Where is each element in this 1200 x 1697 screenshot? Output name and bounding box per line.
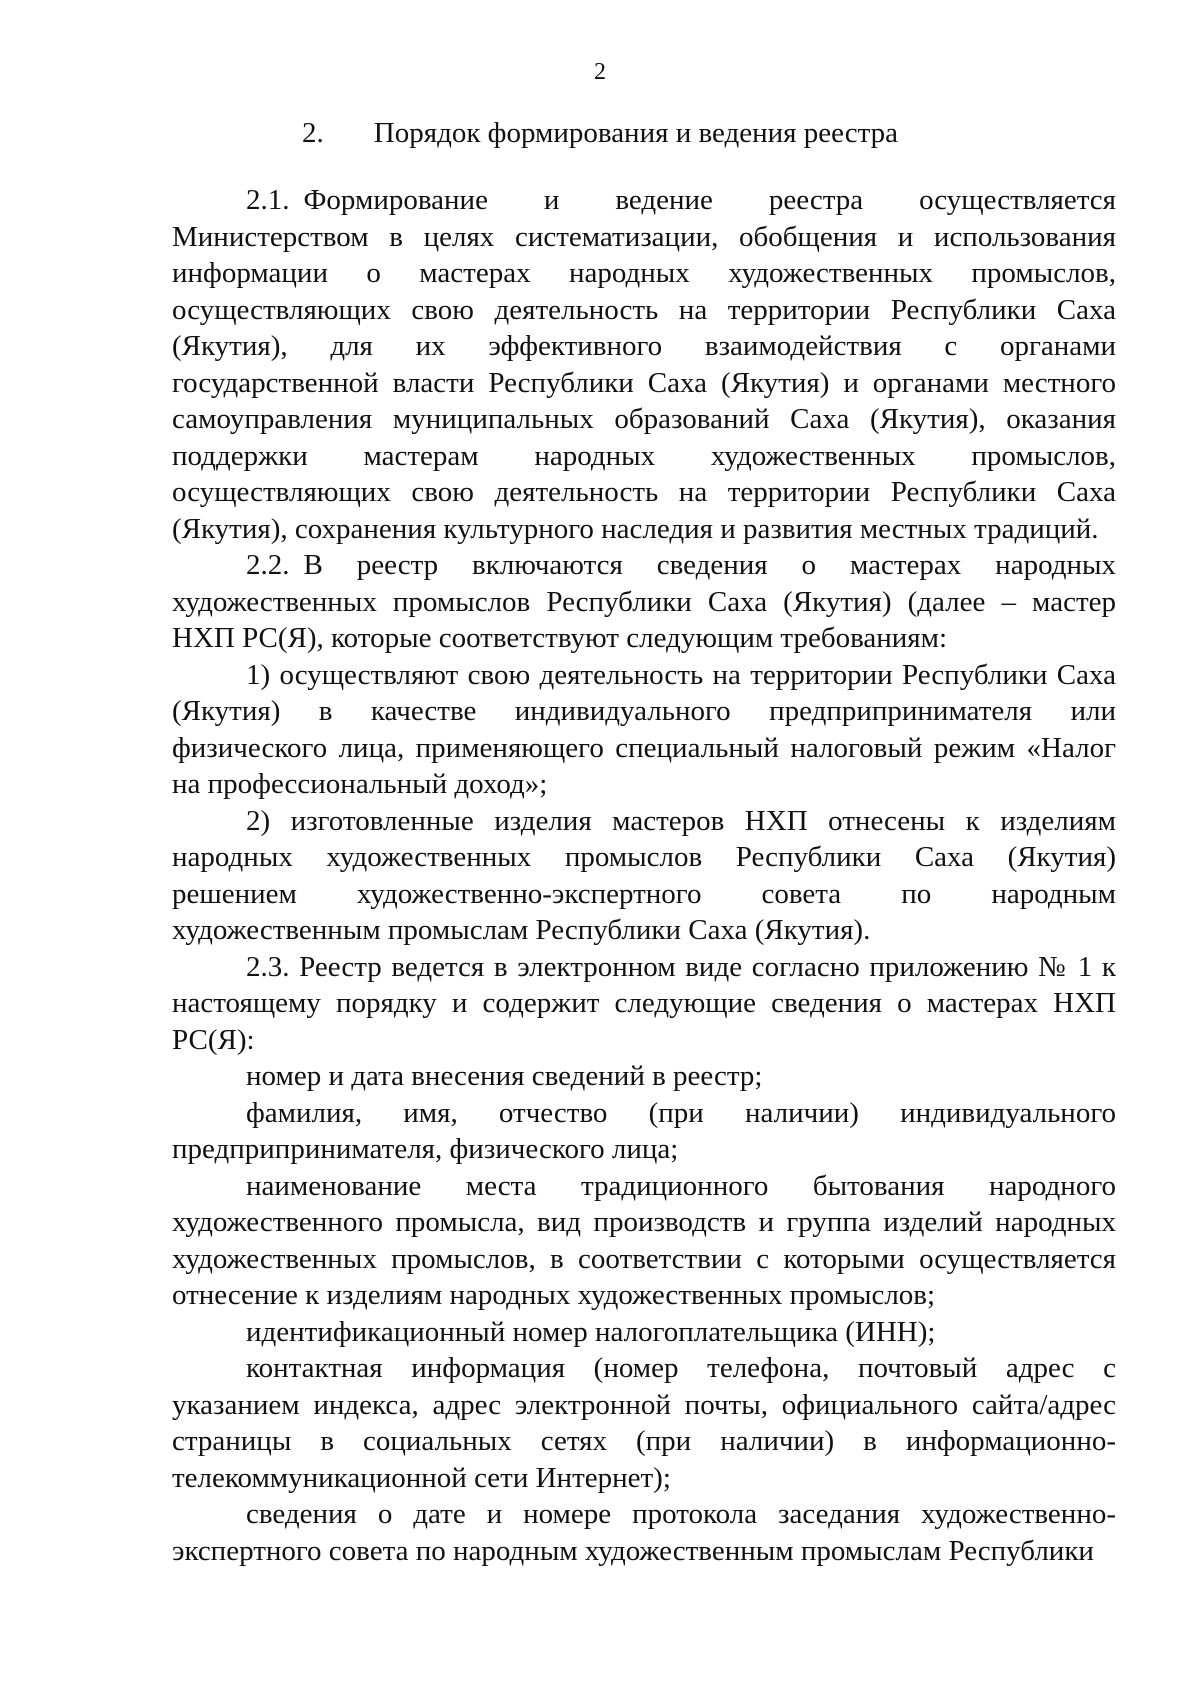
section-number: 2. [302,117,324,149]
page-number: 2 [594,59,606,85]
paragraph-text: Формирование и ведение реестра осуществляется Министерством в целях систематизации, обобщения и использования информации о мастерах народных художественных промыслов, осуществляющих свою деятельность на территории Республики Саха (Якутия), для их эффективного взаимодействия с органами государственной власти Республики Саха (Якутия) и органами местного самоуправления муниципальных образований Саха (Якутия), оказания поддержки мастерам народных художественных промыслов, осуществляющих свою деятельность на территории Республики Саха (Якутия), сохранения культурного наследия и развития местных традиций. [172,184,1116,545]
registry-field-craft-place: наименование места традиционного бытования народного художественного промысла, вид производств и группа изделий народных художественных промыслов, в соответствии с которыми осуществляется отнесение к изделиям народных художественных промыслов; [172,1169,1116,1311]
paragraph-number: 2.1. [246,184,290,216]
paragraph-2-2 [172,547,1116,657]
section-title: Порядок формирования и ведения реестра [373,117,898,149]
registry-field-full-name: фамилия, имя, отчество (при наличии) индивидуального предприпринимателя, физического лица; [172,1096,1116,1165]
paragraph-2-3: 2.3. Реестр ведется в электронном виде согласно приложению № 1 к настоящему порядку и содержит следующие сведения о мастерах НХП РС(Я): [172,950,1116,1056]
paragraph-2-1 [172,182,1116,547]
registry-field-contacts: контактная информация (номер телефона, почтовый адрес с указанием индекса, адрес электронной почты, официального сайта/адрес страницы в социальных сетях (при наличии) в информационно-телекоммуникационной сети Интернет); [172,1352,1116,1494]
registry-field-number-date: номер и дата внесения сведений в реестр; [246,1060,763,1092]
registry-field-inn: идентификационный номер налогоплательщика (ИНН); [246,1315,936,1348]
document-body [172,182,1116,1569]
requirement-2: 2) изготовленные изделия мастеров НХП отнесены к изделиям народных художественных промыслов Республики Саха (Якутия) решением художественно-экспертного совета по народным художественным промыслам Республики Саха (Якутия). [172,804,1116,946]
paragraph-text: В реестр включаются сведения о мастерах народных художественных промыслов Республики Саха (Якутия) (далее – мастер НХП РС(Я), которые соответствуют следующим требованиям: [172,549,1116,654]
registry-field-protocol: сведения о дате и номере протокола заседания художественно-экспертного совета по народным художественным промыслам Республики [172,1498,1116,1567]
section-heading [0,113,1200,153]
paragraph-number: 2.2. [246,549,290,581]
requirement-1: 1) осуществляют свою деятельность на территории Республики Саха (Якутия) в качестве индивидуального предприпринимателя или физического лица, применяющего специальный налоговый режим «Налог на профессиональный доход»; [172,658,1116,800]
